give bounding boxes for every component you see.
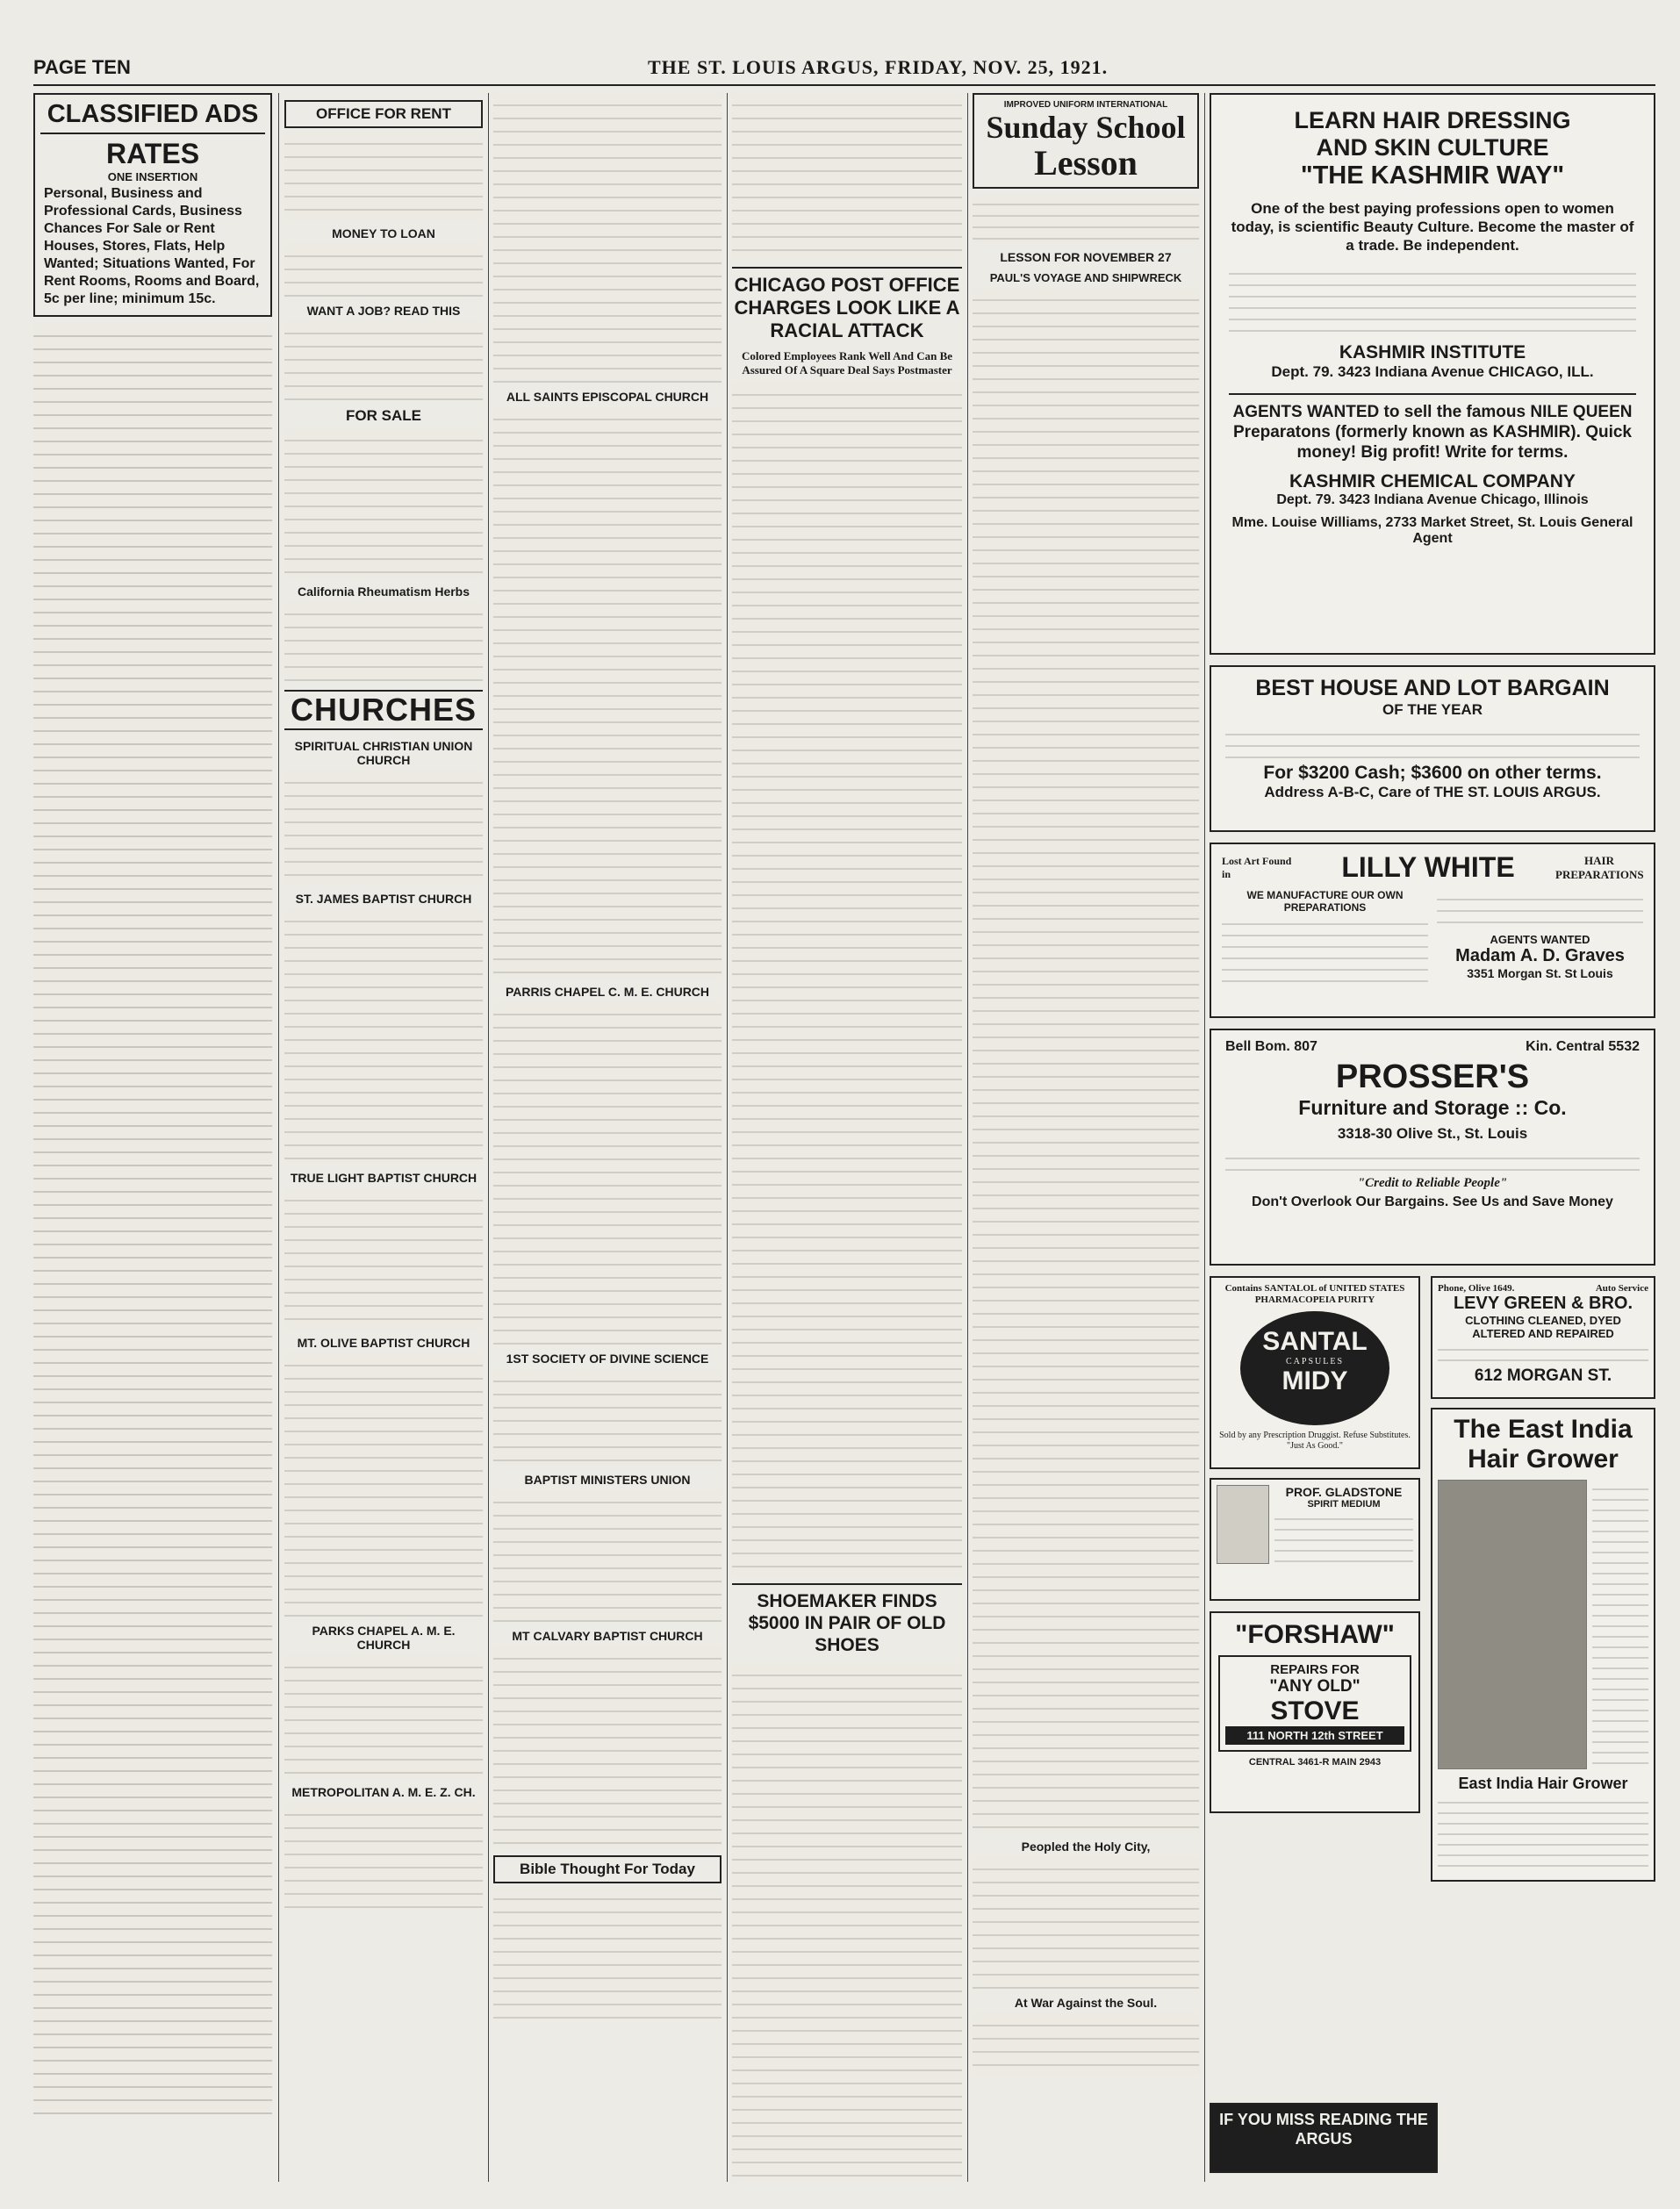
santal-capsules-label: CAPSULES: [1285, 1357, 1344, 1366]
chicago-subhead: Colored Employees Rank Well And Can Be Assured Of A Square Deal Says Postmaster: [741, 349, 953, 377]
lilly-address: 3351 Morgan St. St Louis: [1467, 966, 1613, 980]
churches-heading: CHURCHES: [284, 690, 483, 730]
all-saints-heading: ALL SAINTS EPISCOPAL CHURCH: [506, 390, 709, 404]
parks-text: [284, 1655, 483, 1778]
lilly-white-ad: [1210, 843, 1655, 1018]
chicago-story-text: [732, 383, 962, 1576]
levy-phone-row: [1438, 1283, 1648, 1294]
parris-chapel-heading: PARRIS CHAPEL C. M. E. CHURCH: [505, 985, 710, 999]
column-rule: [488, 93, 489, 2182]
east-india-title: The East India Hair Grower: [1454, 1415, 1633, 1474]
hair-title-1: LEARN HAIR DRESSING: [1294, 107, 1571, 133]
forshaw-stove: STOVE: [1270, 1696, 1360, 1725]
all-saints-text: [493, 407, 722, 978]
spiritual-church-heading: SPIRITUAL CHRISTIAN UNION CHURCH: [294, 739, 473, 767]
prosser-bargains: Don't Overlook Our Bargains. See Us and Save Money: [1252, 1194, 1613, 1209]
lilly-agents: AGENTS WANTED: [1490, 933, 1590, 946]
lilly-price-list: [1437, 889, 1643, 933]
rates-title: RATES: [105, 138, 200, 169]
job-text: [284, 321, 483, 400]
forshaw-address: 111 NORTH 12th STREET: [1225, 1726, 1404, 1745]
parris-text: [493, 1002, 722, 1345]
levy-phone: Phone, Olive 1649.: [1438, 1283, 1515, 1294]
lilly-mfg: WE MANUFACTURE OUR OWN PREPARATIONS: [1246, 889, 1404, 914]
lesson-byline: [973, 194, 1199, 243]
office-for-rent-heading: OFFICE FOR RENT: [284, 100, 483, 128]
lesson-date: LESSON FOR NOVEMBER 27: [1000, 250, 1172, 264]
classified-listings: [33, 324, 272, 2114]
paper-dateline: THE ST. LOUIS ARGUS, FRIDAY, NOV. 25, 1921.: [648, 56, 1109, 78]
levy-body: CLOTHING CLEANED, DYED ALTERED AND REPAIRED: [1465, 1314, 1621, 1340]
true-light-text: [284, 1188, 483, 1329]
sunday-school-box: [973, 93, 1199, 189]
lilly-found: Lost Art Found in: [1222, 854, 1292, 880]
st-james-heading: ST. JAMES BAPTIST CHURCH: [295, 892, 472, 906]
prosser-address: 3318-30 Olive St., St. Louis: [1337, 1125, 1528, 1142]
lilly-header: [1222, 851, 1643, 884]
column-three: [493, 93, 722, 2182]
sale-text: [284, 428, 483, 577]
gladstone-name: PROF. GLADSTONE: [1285, 1485, 1403, 1499]
column-five: [973, 93, 1199, 2182]
calvary-heading: MT CALVARY BAPTIST CHURCH: [512, 1629, 703, 1643]
santal-contains: Contains SANTALOL of UNITED STATES PHARMACOPEIA PURITY: [1224, 1283, 1405, 1305]
east-india-portrait: [1438, 1480, 1587, 1769]
rates-insertion: ONE INSERTION: [107, 170, 198, 183]
gladstone-text: [1274, 1510, 1413, 1571]
column-rule: [727, 93, 728, 2182]
classified-title: CLASSIFIED ADS: [40, 100, 265, 134]
office-text: [284, 132, 483, 219]
east-india-small: East India Hair Grower: [1458, 1775, 1628, 1792]
column-rule: [967, 93, 968, 2182]
levy-name: LEVY GREEN & BRO.: [1453, 1294, 1633, 1313]
lesson-topic: PAUL'S VOYAGE AND SHIPWRECK: [989, 271, 1182, 284]
hair-title-2: AND SKIN CULTURE: [1316, 134, 1549, 161]
column-four: [732, 93, 962, 2182]
true-light-heading: TRUE LIGHT BAPTIST CHURCH: [290, 1171, 477, 1185]
page-number: PAGE TEN: [33, 56, 131, 78]
chicago-post-office-headline: CHICAGO POST OFFICE CHARGES LOOK LIKE A RACIAL ATTACK: [732, 267, 962, 342]
mt-olive-heading: MT. OLIVE BAPTIST CHURCH: [297, 1336, 470, 1350]
kashmir-chem-address: Dept. 79. 3423 Indiana Avenue Chicago, Illinois: [1276, 492, 1589, 507]
mt-olive-text: [284, 1353, 483, 1617]
holy-city-text: [973, 1857, 1199, 1989]
kashmir-address: Dept. 79. 3423 Indiana Avenue CHICAGO, ILL.: [1271, 363, 1594, 380]
east-india-side-text: [1592, 1480, 1648, 1769]
masthead: [33, 51, 1655, 86]
lesson-title: Lesson: [1034, 143, 1138, 183]
bargain-address: Address A-B-C, Care of THE ST. LOUIS ARGUS.: [1264, 784, 1601, 800]
levy-address: 612 MORGAN ST.: [1474, 1366, 1612, 1385]
hair-lead: One of the best paying professions open to women today, is scientific Beauty Culture. Become the master of a trade. Be independent.: [1231, 200, 1634, 254]
santal-sold: Sold by any Prescription Druggist. Refuse Substitutes. "Just As Good.": [1219, 1431, 1411, 1451]
rheumatism-heading: California Rheumatism Herbs: [297, 585, 470, 599]
east-india-ad: [1431, 1408, 1655, 1882]
gladstone-ad: [1210, 1478, 1420, 1601]
sunday-school-title: Sunday School: [986, 110, 1186, 145]
bargain-subtitle: OF THE YEAR: [1382, 701, 1483, 718]
kashmir-institute: KASHMIR INSTITUTE: [1339, 342, 1526, 362]
war-soul-text: [973, 2013, 1199, 2075]
mme-williams: Mme. Louise Williams, 2733 Market Street, St. Louis General Agent: [1231, 515, 1633, 546]
column-two: [284, 93, 483, 2182]
prosser-bell: Bell Bom. 807: [1225, 1039, 1317, 1054]
gladstone-portrait: [1217, 1485, 1269, 1564]
forshaw-ad: [1210, 1611, 1420, 1813]
santal-midy-ad: [1210, 1276, 1420, 1469]
east-india-body: [1438, 1480, 1648, 1769]
prossers-ad: [1210, 1029, 1655, 1266]
lesson-text: [973, 288, 1199, 1832]
prosser-phones: [1225, 1039, 1640, 1055]
prosser-name: PROSSER'S: [1335, 1058, 1530, 1095]
bargain-body: [1225, 724, 1640, 759]
prosser-subtitle: Furniture and Storage :: Co.: [1298, 1096, 1567, 1119]
holy-city-heading: Peopled the Holy City,: [1021, 1840, 1151, 1854]
lilly-name: LILLY WHITE: [1341, 851, 1515, 883]
argus-teaser-text: IF YOU MISS READING THE ARGUS: [1219, 2111, 1428, 2148]
santal-capsule: [1240, 1311, 1389, 1425]
lilly-left-text: [1222, 914, 1428, 984]
bargain-title: BEST HOUSE AND LOT BARGAIN: [1255, 676, 1610, 700]
kashmir-ad: [1210, 93, 1655, 655]
communion-text: [493, 93, 722, 383]
shoemaker-text: [732, 1663, 962, 2182]
shoemaker-headline: SHOEMAKER FINDS $5000 IN PAIR OF OLD SHOES: [732, 1583, 962, 1656]
rheum-text: [284, 602, 483, 681]
bible-text: [493, 1887, 722, 2019]
gladstone-row: [1217, 1485, 1413, 1571]
metropolitan-text: [284, 1803, 483, 1908]
levy-auto: Auto Service: [1595, 1283, 1648, 1294]
agents-wanted: AGENTS WANTED to sell the famous NILE QUEEN Preparatons (formerly known as KASHMIR). Quick money! Big profit! Write for terms.: [1229, 393, 1636, 463]
newspaper-page: [33, 51, 1655, 2192]
forshaw-repairs: REPAIRS FOR: [1270, 1662, 1360, 1677]
prosser-credit: "Credit to Reliable People": [1357, 1176, 1508, 1190]
st-james-text: [284, 909, 483, 1164]
ministers-text: [493, 1490, 722, 1622]
lesson-kicker: IMPROVED UNIFORM INTERNATIONAL: [1003, 100, 1168, 110]
forshaw-any-old: "ANY OLD": [1269, 1677, 1361, 1696]
column-rule: [278, 93, 279, 2182]
kashmir-chemical: KASHMIR CHEMICAL COMPANY: [1289, 471, 1576, 491]
kashmir-body: [1229, 263, 1636, 334]
gladstone-sub: SPIRIT MEDIUM: [1307, 1499, 1381, 1510]
calvary-text: [493, 1646, 722, 1848]
levy-text: [1438, 1340, 1648, 1366]
bargain-ad: [1210, 665, 1655, 832]
levy-green-ad: [1431, 1276, 1655, 1399]
money-text: [284, 244, 483, 297]
lilly-body: [1222, 889, 1643, 984]
rates-body: Personal, Business and Professional Cards, Business Chances For Sale or Rent Houses, Stores, Flats, Help Wanted; Situations Wanted, For Rent Rooms, Rooms and Board, 5c per line; minimum 15c.: [44, 186, 260, 306]
forshaw-name: "FORSHAW": [1235, 1620, 1395, 1649]
want-job-heading: WANT A JOB? READ THIS: [306, 304, 461, 318]
lilly-hair-preparations: HAIR PREPARATIONS: [1555, 853, 1644, 881]
hair-title-3: "THE KASHMIR WAY": [1300, 161, 1565, 190]
east-india-text: [1438, 1793, 1648, 1872]
prosser-kinloch: Kin. Central 5532: [1526, 1039, 1640, 1054]
spiritual-text: [284, 771, 483, 885]
rates-box: [33, 93, 272, 317]
column-rule: [1204, 93, 1205, 2182]
money-to-loan-heading: MONEY TO LOAN: [332, 226, 435, 240]
lilly-madam: Madam A. D. Graves: [1455, 946, 1625, 965]
war-soul-heading: At War Against the Soul.: [1014, 1996, 1158, 2010]
argus-teaser: [1210, 2103, 1438, 2173]
forshaw-phones: CENTRAL 3461-R MAIN 2943: [1248, 1757, 1382, 1768]
bible-thought-heading: Bible Thought For Today: [493, 1855, 722, 1883]
santal-label: SANTAL: [1262, 1327, 1368, 1356]
ministers-union-heading: BAPTIST MINISTERS UNION: [524, 1473, 691, 1487]
ads-column: [1210, 93, 1655, 2182]
midy-label: MIDY: [1282, 1366, 1348, 1395]
metropolitan-heading: METROPOLITAN A. M. E. Z. CH.: [291, 1785, 476, 1799]
prosser-services: [1225, 1148, 1640, 1173]
classified-column: [33, 93, 272, 2182]
golden-rule-text: [732, 93, 962, 260]
for-sale-heading: FOR SALE: [346, 407, 421, 424]
divine-science-heading: 1ST SOCIETY OF DIVINE SCIENCE: [506, 1352, 709, 1366]
parks-chapel-heading: PARKS CHAPEL A. M. E. CHURCH: [312, 1624, 456, 1652]
bargain-price: For $3200 Cash; $3600 on other terms.: [1263, 763, 1602, 783]
divine-text: [493, 1369, 722, 1466]
forshaw-box: [1218, 1655, 1411, 1752]
